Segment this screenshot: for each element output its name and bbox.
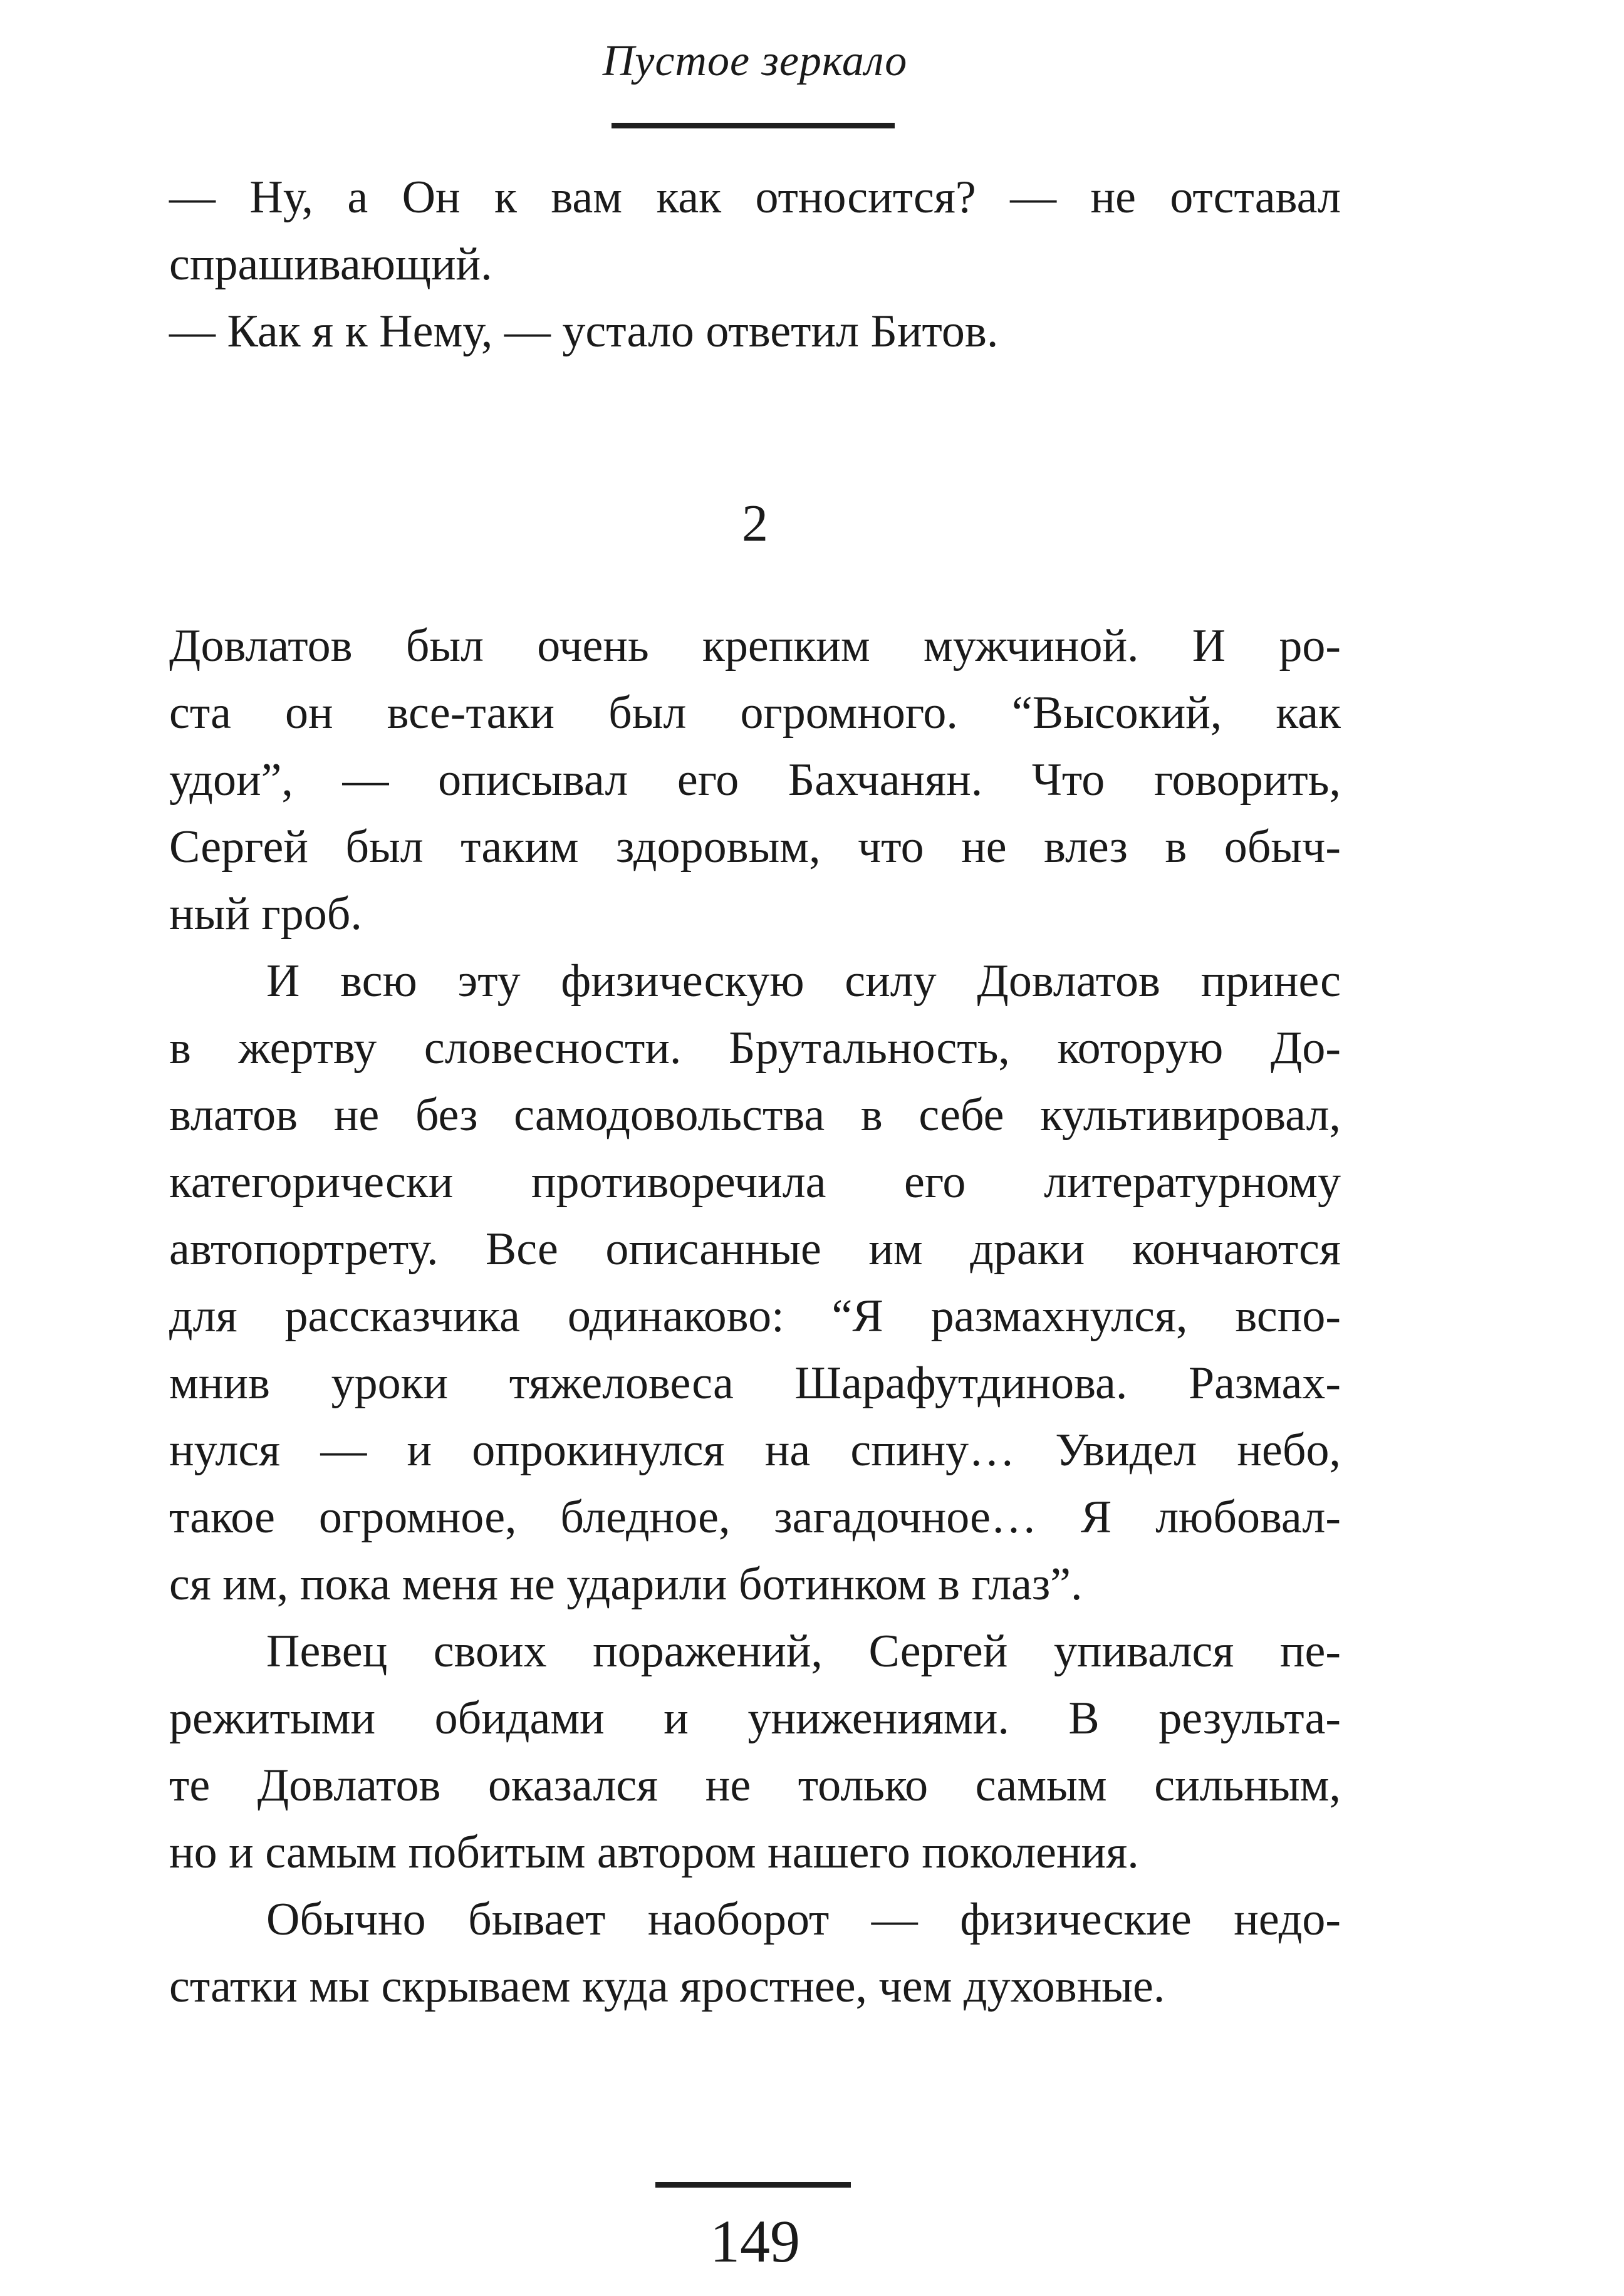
text-line: такое огромное, бледное, загадочное… Я любовал-	[169, 1492, 1341, 1543]
text-line: И всю эту физическую силу Довлатов принес	[266, 955, 1341, 1007]
paragraph	[169, 298, 1341, 365]
paragraph	[169, 1886, 1341, 2020]
page-number: 149	[710, 2208, 800, 2275]
text-line: нулся — и опрокинулся на спину… Увидел небо,	[169, 1425, 1341, 1476]
text-line: удои”, — описывал его Бахчанян. Что говорить,	[169, 754, 1341, 806]
paragraph	[169, 948, 1341, 1618]
page-text-column	[169, 164, 1341, 2020]
text-line: — Ну, а Он к вам как относится? — не отставал	[169, 172, 1341, 223]
title-rule-divider	[612, 123, 895, 128]
text-line: спрашивающий.	[169, 239, 492, 290]
text-line: ный гроб.	[169, 888, 362, 940]
text-line: те Довлатов оказался не только самым сильным,	[169, 1760, 1341, 1811]
text-line: Обычно бывает наоборот — физические недо-	[266, 1894, 1341, 1945]
paragraph	[169, 613, 1341, 948]
text-line: Певец своих поражений, Сергей упивался пе-	[266, 1626, 1341, 1677]
running-title: Пустое зеркало	[602, 37, 908, 85]
paragraph	[169, 164, 1341, 298]
section-number: 2	[742, 494, 768, 553]
text-line: мнив уроки тяжеловеса Шарафутдинова. Размах-	[169, 1358, 1341, 1409]
text-line: Довлатов был очень крепким мужчиной. И ро-	[169, 620, 1341, 672]
text-line: в жертву словесности. Брутальность, которую До-	[169, 1022, 1341, 1074]
text-line: статки мы скрываем куда яростнее, чем духовные.	[169, 1961, 1165, 2012]
text-line: — Как я к Нему, — устало ответил Битов.	[169, 306, 999, 357]
text-line: влатов не без самодовольства в себе культивировал,	[169, 1089, 1341, 1141]
footer-rule-divider	[655, 2182, 851, 2188]
paragraph	[169, 1618, 1341, 1886]
text-line: ста он все-таки был огромного. “Высокий, как	[169, 687, 1341, 739]
text-line: для рассказчика одинаково: “Я размахнулся, вспо-	[169, 1291, 1341, 1342]
text-line: Сергей был таким здоровым, что не влез в обыч-	[169, 821, 1341, 873]
text-line: категорически противоречила его литературному	[169, 1156, 1341, 1208]
text-line: но и самым побитым автором нашего поколения.	[169, 1827, 1139, 1878]
text-line: режитыми обидами и унижениями. В результа-	[169, 1693, 1341, 1744]
text-line: автопортрету. Все описанные им драки кончаются	[169, 1223, 1341, 1275]
text-line: ся им, пока меня не ударили ботинком в глаз”.	[169, 1559, 1083, 1610]
